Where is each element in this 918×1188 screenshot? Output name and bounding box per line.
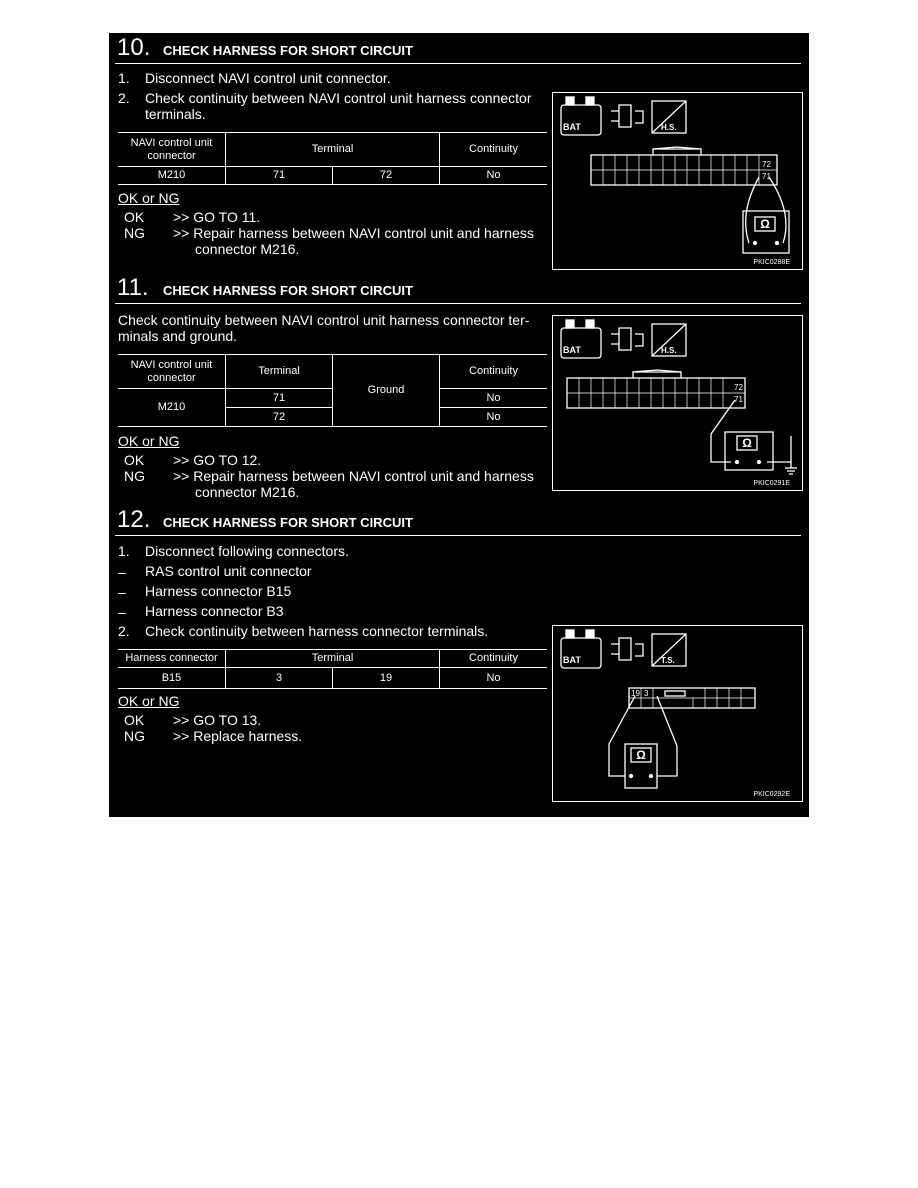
table-cell: M210 [118,167,226,185]
instruction-text: Harness connector B3 [145,603,284,619]
pin-label: 71 [762,172,771,181]
table-cell: 72 [226,408,333,427]
header-line: connector [147,371,196,384]
circuit-diagram [553,626,802,801]
instruction-text: Check continuity between NAVI control unit harness connector [145,90,532,106]
result-status: OK [124,452,145,468]
bullet: – [118,564,126,580]
table-header: Terminal [226,355,333,389]
result-action: >> GO TO 12. [173,452,262,468]
svg-text:Ω: Ω [742,436,752,450]
step-10-header [115,34,801,64]
result-action: >> Repair harness between NAVI control unit and harness [173,225,534,241]
table-cell: No [486,671,501,684]
table-header: Harness connector [118,650,226,668]
svg-text:Ω: Ω [760,217,770,231]
paragraph-line: minals and ground. [118,328,238,344]
diagram-figure-11 [552,315,803,491]
instruction-number: 1. [118,70,130,86]
table-header: Terminal [226,133,440,167]
step-title: CHECK HARNESS FOR SHORT CIRCUIT [163,43,413,58]
manual-page [109,33,809,817]
table-cell: 71 [226,167,333,185]
ok-ng-label: OK or NG [118,190,180,206]
figure-code: PKIC0288E [753,259,790,266]
svg-text:Ω: Ω [636,748,646,762]
instruction-text: Disconnect following connectors. [145,543,349,559]
mode-label: H.S. [661,346,677,355]
circuit-diagram [553,93,802,269]
result-status: NG [124,728,145,744]
header-line: NAVI control unit [130,136,213,149]
instruction-number: 1. [118,543,130,559]
table-row [118,167,547,185]
diagram-figure-12 [552,625,803,802]
instruction-number: 2. [118,623,130,639]
result-action-cont: connector M216. [195,484,300,500]
table-cell: B15 [118,668,226,689]
instruction-text: Check continuity between harness connector terminals. [145,623,489,639]
step-number: 10. [117,34,151,61]
result-action: >> Repair harness between NAVI control unit and harness [173,468,534,484]
table-header: Continuity [469,652,518,664]
table-header [118,355,226,389]
table-row [118,668,547,689]
pin-label: 3 [644,689,649,698]
result-action: >> Replace harness. [173,728,303,744]
pin-label: 72 [734,383,743,392]
bat-label: BAT [563,122,581,132]
table-header [118,133,226,167]
mode-label: H.S. [661,123,677,132]
result-status: OK [124,209,145,225]
step-title: CHECK HARNESS FOR SHORT CIRCUIT [163,283,413,298]
step-12-header [115,506,801,536]
result-action: >> GO TO 13. [173,712,262,728]
table-cell: 72 [333,167,440,185]
result-status: NG [124,468,145,484]
step-title: CHECK HARNESS FOR SHORT CIRCUIT [163,515,413,530]
figure-code: PKIC0291E [753,480,790,487]
table-cell: No [486,169,501,181]
instruction-text-cont: terminals. [145,106,206,122]
circuit-diagram [553,316,802,490]
table-header: Terminal [226,650,440,668]
table-header: Continuity [469,143,518,155]
instruction-text: RAS control unit connector [145,563,312,579]
table-header: Continuity [469,365,518,377]
result-action-cont: connector M216. [195,241,300,257]
instruction-text: Disconnect NAVI control unit connector. [145,70,391,86]
instruction-text: Harness connector B15 [145,583,292,599]
header-line: NAVI control unit [130,358,213,371]
figure-code: PKIC0292E [753,791,790,798]
table-cell: No [486,410,501,423]
bat-label: BAT [563,345,581,355]
ok-ng-label: OK or NG [118,693,180,709]
step-number: 12. [117,506,151,533]
bullet: – [118,584,126,600]
table-cell: No [486,391,501,404]
pin-label: 71 [734,395,743,404]
mode-label: T.S. [661,656,675,665]
continuity-table [118,649,547,689]
table-cell: 3 [226,668,333,689]
table-cell: 19 [333,668,440,689]
pin-label: 19 [631,689,640,698]
paragraph-line: Check continuity between NAVI control unit harness connector ter- [118,312,530,328]
result-status: OK [124,712,145,728]
table-cell-ground: Ground [333,355,440,427]
instruction-number: 2. [118,90,130,106]
result-action: >> GO TO 11. [173,209,261,225]
step-11-header [115,274,801,304]
diagram-figure-10 [552,92,803,270]
bullet: – [118,604,126,620]
table-cell: M210 [118,389,226,427]
step-number: 11. [117,274,149,301]
table-cell: 71 [226,389,333,408]
pin-label: 72 [762,160,771,169]
result-status: NG [124,225,145,241]
header-line: connector [147,149,196,162]
bat-label: BAT [563,655,581,665]
ok-ng-label: OK or NG [118,433,180,449]
continuity-table [118,132,547,185]
continuity-table [118,354,547,427]
